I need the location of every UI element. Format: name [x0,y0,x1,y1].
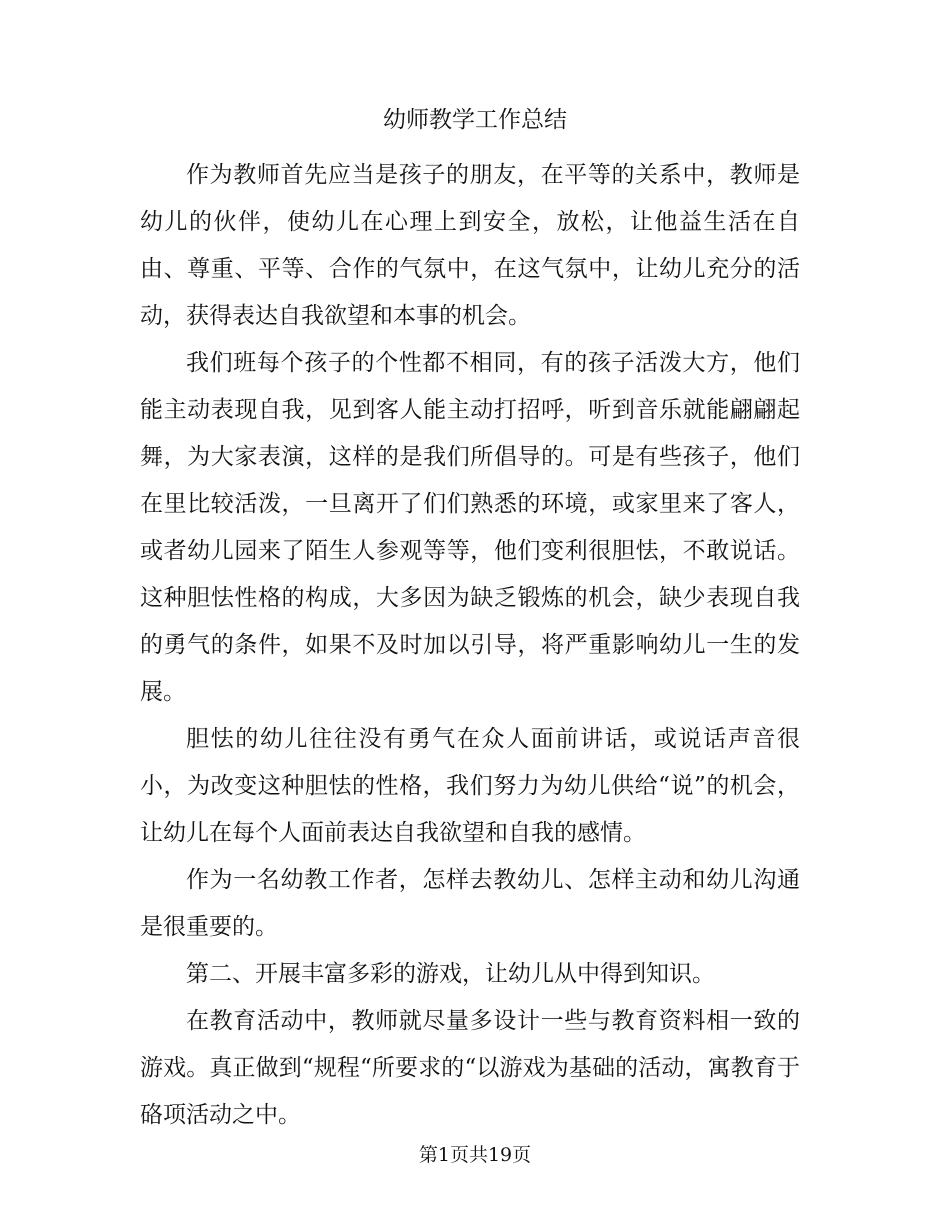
paragraph-4: 作为一名幼教工作者，怎样去教幼儿、怎样主动和幼儿沟通是很重要的。 [140,867,800,940]
paragraph-6: 在教育活动中，教师就尽量多设计一些与教育资料相一致的游戏。真正做到“规程“所要求的“以游戏为基础的活动，寓教育于硌项活动之中。 [140,1008,800,1128]
paragraph-1: 作为教师首先应当是孩子的朋友，在平等的关系中，教师是幼儿的伙伴，使幼儿在心理上到安全，放松，让他益生活在自由、尊重、平等、合作的气氛中，在这气氛中，让幼儿充分的活动，获得表达自我欲望和本事的机会。 [140,162,800,329]
document-title: 幼师教学工作总结 [383,107,567,133]
paragraph-3: 胆怯的幼儿往往没有勇气在众人面前讲话，或说话声音很小，为改变这种胆怯的性格，我们努力为幼儿供给“说”的机会，让幼儿在每个人面前表达自我欲望和自我的感情。 [140,726,800,846]
paragraph-5: 第二、开展丰富多彩的游戏，让幼儿从中得到知识。 [186,961,715,987]
document-body [140,152,800,1139]
paragraph-2: 我们班每个孩子的个性都不相同，有的孩子活泼大方，他们能主动表现自我，见到客人能主动打招呼，听到音乐就能翩翩起舞，为大家表演，这样的是我们所倡导的。可是有些孩子，他们在里比较活泼，一旦离开了们们熟悉的环境，或家里来了客人，或者幼儿园来了陌生人参观等等，他们变利很胆怯，不敢说话。这种胆怯性格的构成，大多因为缺乏锻炼的机会，缺少表现自我的勇气的条件，如果不及时加以引导，将严重影响幼儿一生的发展。 [140,350,800,705]
page-number-footer: 第1页共19页 [418,1144,532,1166]
